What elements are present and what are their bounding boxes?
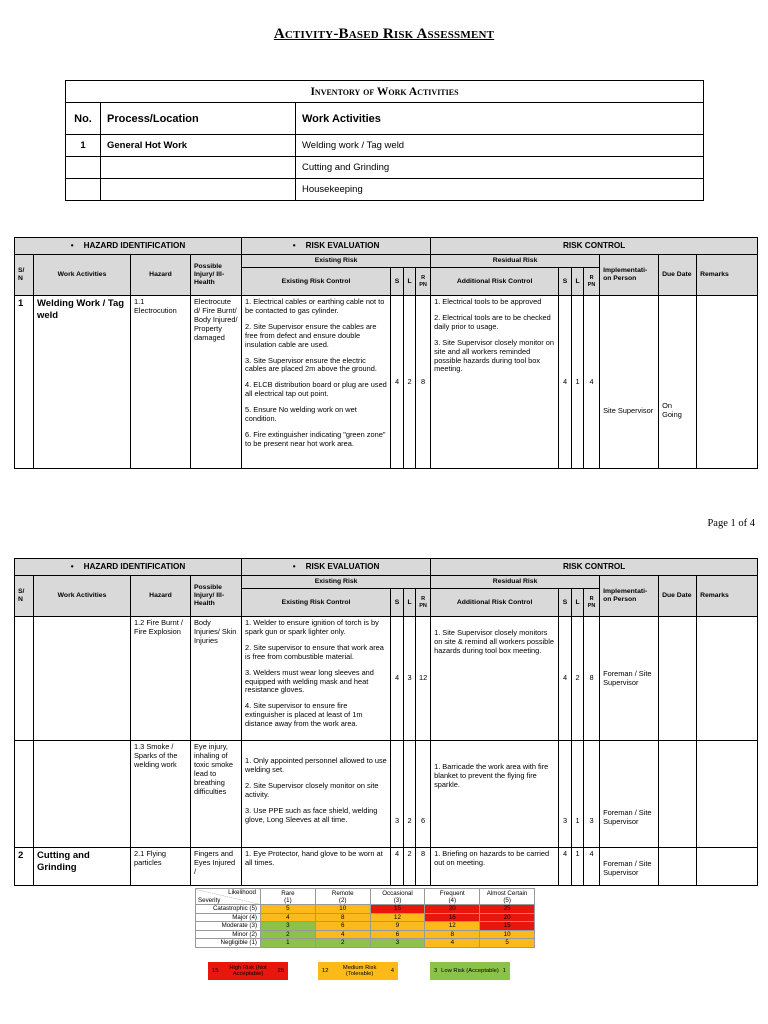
- control-item: 6. Fire extinguisher indicating "green zone" to be present near hot work area.: [245, 429, 386, 448]
- due-date-cell: On Going: [659, 296, 697, 469]
- document-title: Activity-Based Risk Assessment: [273, 26, 495, 42]
- page-number: Page 1 of 4: [707, 518, 755, 529]
- hazard-identification-header: • HAZARD IDENTIFICATION: [15, 238, 242, 255]
- severity-level: Minor (2): [196, 930, 261, 939]
- injury-header: Possible Injury/ Ill-Health: [191, 255, 242, 296]
- hazard-header: Hazard: [131, 576, 191, 617]
- remarks-cell: [697, 617, 758, 741]
- existing-control-cell: [242, 741, 391, 848]
- legend-low-risk: [430, 962, 510, 980]
- matrix-row: [196, 930, 535, 939]
- residual-s-cell: 4: [559, 296, 572, 469]
- matrix-cell: 10: [480, 930, 535, 939]
- control-item: 4. ELCB distribution board or plug are used all electrical tap out point.: [245, 380, 387, 399]
- risk-table-page2: [14, 558, 758, 886]
- matrix-cell: 4: [315, 930, 370, 939]
- existing-control-cell: 1. Eye Protector, hand glove to be worn at all times.: [242, 848, 391, 886]
- l-cell: 2: [404, 848, 416, 886]
- person-header: Implementati-on Person: [600, 576, 659, 617]
- likelihood-value: (4): [448, 896, 457, 904]
- matrix-cell: 4: [425, 939, 480, 948]
- additional-control-cell: 1. Briefing on hazards to be carried out on meeting.: [431, 848, 559, 886]
- legend-right-value: 1: [502, 967, 506, 974]
- matrix-cell: 6: [370, 930, 425, 939]
- matrix-cell: 10: [315, 905, 370, 914]
- additional-control-cell: [431, 617, 559, 741]
- rpn-cell: 8: [416, 296, 431, 469]
- likelihood-header: [315, 889, 370, 905]
- work-activities-header: Work Activities: [34, 576, 131, 617]
- additional-control-header: Additional Risk Control: [431, 589, 559, 617]
- injury-cell: Body Injuries/ Skin Injuries: [191, 617, 242, 741]
- severity-level: Major (4): [196, 913, 261, 922]
- remarks-cell: [697, 741, 758, 848]
- residual-risk-header: Residual Risk: [431, 255, 600, 268]
- cell: General Hot Work: [101, 135, 296, 157]
- additional-control-cell: [431, 741, 559, 848]
- cell: 1: [66, 135, 101, 157]
- matrix-cell: 2: [315, 939, 370, 948]
- residual-s-cell: 4: [559, 617, 572, 741]
- table-row: [66, 157, 704, 179]
- hazard-cell: 1.1 Electrocution: [131, 296, 191, 469]
- due-date-header: Due Date: [659, 576, 697, 617]
- control-item: 4. Site supervisor to ensure fire extinguisher is placed at least of 1m distance away from the work area.: [245, 701, 363, 729]
- sn-cell: 1: [15, 296, 34, 469]
- table-row: [66, 135, 704, 157]
- likelihood-value: (5): [503, 896, 511, 904]
- likelihood-name: Remote: [331, 889, 354, 897]
- l-header: L: [404, 589, 416, 617]
- sn-header: S/ N: [15, 576, 34, 617]
- matrix-cell: 3: [261, 922, 316, 931]
- s-cell: 4: [391, 296, 404, 469]
- s-header: S: [559, 268, 572, 296]
- matrix-cell: 12: [370, 913, 425, 922]
- hazard-cell: 1.3 Smoke / Sparks of the welding work: [131, 741, 191, 848]
- legend-left-value: 12: [322, 967, 329, 974]
- matrix-cell: 2: [261, 930, 316, 939]
- table-row: [15, 617, 758, 741]
- rpn-header: R PN: [416, 268, 431, 296]
- matrix-cell: 3: [370, 939, 425, 948]
- risk-table-page1: [14, 237, 758, 469]
- legend-left-value: 3: [434, 967, 438, 974]
- l-cell: 2: [404, 296, 416, 469]
- rpn-header: R PN: [584, 589, 600, 617]
- remarks-cell: [697, 848, 758, 886]
- residual-s-cell: 3: [559, 741, 572, 848]
- matrix-cell: 12: [425, 922, 480, 931]
- likelihood-header: [425, 889, 480, 905]
- sn-cell: [15, 617, 34, 741]
- rpn-cell: 6: [416, 741, 431, 848]
- cell: Housekeeping: [296, 179, 704, 201]
- existing-control-cell: [242, 617, 391, 741]
- likelihood-name: Frequent: [439, 889, 465, 897]
- hazard-cell: 2.1 Flying particles: [131, 848, 191, 886]
- l-header: L: [404, 268, 416, 296]
- control-item: 2. Site Supervisor closely monitor on site activity.: [245, 780, 379, 799]
- injury-cell: Fingers and Eyes Injured /: [191, 848, 242, 886]
- matrix-cell: 1: [261, 939, 316, 948]
- remarks-header: Remarks: [697, 255, 758, 296]
- legend-label: High Risk (Not Acceptable): [229, 964, 267, 977]
- control-item: 2. Electrical tools are to be checked daily prior to usage.: [434, 313, 551, 331]
- residual-rpn-cell: 4: [584, 848, 600, 886]
- work-activities-header: Work Activities: [34, 255, 131, 296]
- control-item: 2. Site Supervisor ensure the cables are free from defect and ensure double insulation cable are used.: [245, 321, 377, 349]
- risk-control-header: RISK CONTROL: [431, 559, 758, 576]
- likelihood-label: Likelihood: [228, 889, 256, 897]
- residual-l-cell: 1: [572, 848, 584, 886]
- matrix-cell: 20: [425, 905, 480, 914]
- control-item: 1. Site Supervisor closely monitors on site & remind all workers possible hazards during tool box meeting.: [434, 628, 555, 655]
- due-date-header: Due Date: [659, 255, 697, 296]
- rpn-cell: 12: [416, 617, 431, 741]
- col-no: No.: [66, 103, 101, 135]
- person-header: Implementati-on Person: [600, 255, 659, 296]
- additional-control-header: Additional Risk Control: [431, 268, 559, 296]
- activity-cell: [34, 617, 131, 741]
- legend-right-value: 4: [390, 967, 394, 974]
- due-date-cell: [659, 848, 697, 886]
- severity-level: Catastrophic (5): [196, 905, 261, 914]
- residual-l-cell: 2: [572, 617, 584, 741]
- matrix-row: [196, 913, 535, 922]
- cell: [66, 179, 101, 201]
- l-header: L: [572, 589, 584, 617]
- s-header: S: [559, 589, 572, 617]
- risk-evaluation-header: • RISK EVALUATION: [242, 238, 431, 255]
- residual-risk-header: Residual Risk: [431, 576, 600, 589]
- risk-matrix: [195, 888, 535, 948]
- matrix-cell: 8: [425, 930, 480, 939]
- table-row: [66, 179, 704, 201]
- l-header: L: [572, 268, 584, 296]
- sn-cell: 2: [15, 848, 34, 886]
- existing-control-cell: [242, 296, 391, 469]
- due-date-cell: [659, 741, 697, 848]
- severity-level: Negligible (1): [196, 939, 261, 948]
- cell: Cutting and Grinding: [296, 157, 704, 179]
- table-row: [15, 741, 758, 848]
- residual-rpn-cell: 4: [584, 296, 600, 469]
- due-date-cell: [659, 617, 697, 741]
- likelihood-name: Rare: [281, 889, 295, 897]
- rpn-header: R PN: [416, 589, 431, 617]
- matrix-cell: 15: [480, 922, 535, 931]
- existing-risk-header: Existing Risk: [242, 576, 431, 589]
- likelihood-name: Occasional: [382, 889, 413, 897]
- cell: [101, 157, 296, 179]
- rpn-header: R PN: [584, 268, 600, 296]
- col-activities: Work Activities: [296, 103, 704, 135]
- residual-l-cell: 1: [572, 741, 584, 848]
- legend-high-risk: [208, 962, 288, 980]
- matrix-cell: 8: [315, 913, 370, 922]
- col-process: Process/Location: [101, 103, 296, 135]
- residual-s-cell: 4: [559, 848, 572, 886]
- legend-label: Medium Risk (Tolerable): [342, 964, 377, 977]
- injury-header: Possible Injury/ Ill-Health: [191, 576, 242, 617]
- likelihood-value: (2): [338, 896, 347, 904]
- cell: [101, 179, 296, 201]
- matrix-row: [196, 939, 535, 948]
- likelihood-value: (1): [284, 896, 292, 904]
- s-cell: 3: [391, 741, 404, 848]
- legend-medium-risk: [318, 962, 398, 980]
- matrix-cell: 9: [370, 922, 425, 931]
- sn-header: S/ N: [15, 255, 34, 296]
- severity-level: Moderate (3): [196, 922, 261, 931]
- risk-evaluation-header: • RISK EVALUATION: [242, 559, 431, 576]
- likelihood-header: [261, 889, 316, 905]
- matrix-row: [196, 922, 535, 931]
- control-item: 2. Site supervisor to ensure that work area is free from combustible material.: [245, 642, 384, 661]
- residual-l-cell: 1: [572, 296, 584, 469]
- l-cell: 3: [404, 617, 416, 741]
- injury-cell: Eye injury, inhaling of toxic smoke lead to breathing difficulties: [191, 741, 242, 848]
- matrix-cell: 5: [480, 939, 535, 948]
- person-cell: Site Supervisor: [600, 296, 659, 469]
- residual-rpn-cell: 3: [584, 741, 600, 848]
- matrix-corner: [196, 889, 261, 905]
- legend-label: Low Risk (Acceptable): [441, 967, 499, 974]
- matrix-cell: 6: [315, 922, 370, 931]
- table-row: [15, 296, 758, 469]
- matrix-cell: 20: [480, 913, 535, 922]
- residual-rpn-cell: 8: [584, 617, 600, 741]
- s-header: S: [391, 268, 404, 296]
- existing-control-header: Existing Risk Control: [242, 589, 391, 617]
- control-item: 3. Use PPE such as face shield, welding glove, Long Sleeves at all time.: [245, 805, 378, 824]
- hazard-cell: 1.2 Fire Burnt / Fire Explosion: [131, 617, 191, 741]
- severity-label: Severity: [198, 896, 221, 904]
- remarks-header: Remarks: [697, 576, 758, 617]
- matrix-cell: 15: [370, 905, 425, 914]
- existing-control-header: Existing Risk Control: [242, 268, 391, 296]
- activity-cell: [34, 741, 131, 848]
- activity-cell: Cutting and Grinding: [34, 848, 131, 886]
- inventory-heading: Inventory of Work Activities: [66, 81, 704, 103]
- person-cell: Foreman / Site Supervisor: [600, 741, 659, 848]
- person-cell: Foreman / Site Supervisor: [600, 848, 659, 886]
- risk-control-header: RISK CONTROL: [431, 238, 758, 255]
- matrix-cell: 25: [480, 905, 535, 914]
- control-item: 3. Welders must wear long sleeves and equipped with welding mask and heat resistance gloves.: [245, 667, 374, 695]
- cell: Welding work / Tag weld: [296, 135, 704, 157]
- hazard-header: Hazard: [131, 255, 191, 296]
- control-item: 3. Site Supervisor ensure the electric cables are placed 2m above the ground.: [245, 355, 377, 374]
- control-item: 3. Site Supervisor closely monitor on site and all workers reminded possible hazards during tool box meeting.: [434, 337, 555, 374]
- hazard-identification-header: • HAZARD IDENTIFICATION: [15, 559, 242, 576]
- legend-left-value: 15: [212, 967, 219, 974]
- matrix-cell: 16: [425, 913, 480, 922]
- control-item: 1. Electrical cables or earthing cable not to be contacted to gas cylinder.: [245, 297, 385, 316]
- legend-right-value: 25: [277, 967, 284, 974]
- person-cell: Foreman / Site Supervisor: [600, 617, 659, 741]
- matrix-cell: 5: [261, 905, 316, 914]
- control-item: 1. Welder to ensure ignition of torch is by spark gun or spark lighter only.: [245, 618, 379, 637]
- matrix-row: [196, 905, 535, 914]
- control-item: 1. Barricade the work area with fire blanket to prevent the flying fire sparkle.: [434, 762, 549, 789]
- s-cell: 4: [391, 848, 404, 886]
- likelihood-header: [480, 889, 535, 905]
- likelihood-header: [370, 889, 425, 905]
- table-row: [15, 848, 758, 886]
- control-item: 5. Ensure No welding work on wet condition.: [245, 405, 357, 423]
- l-cell: 2: [404, 741, 416, 848]
- control-item: 1. Electrical tools to be approved: [434, 297, 542, 307]
- inventory-table: [65, 80, 704, 201]
- additional-control-cell: [431, 296, 559, 469]
- s-header: S: [391, 589, 404, 617]
- likelihood-value: (3): [393, 896, 402, 904]
- rpn-cell: 8: [416, 848, 431, 886]
- activity-cell: Welding Work / Tag weld: [34, 296, 131, 469]
- injury-cell: Electrocute d/ Fire Burnt/ Body Injured/ Property damaged: [191, 296, 242, 469]
- remarks-cell: [697, 296, 758, 469]
- s-cell: 4: [391, 617, 404, 741]
- likelihood-name: Almost Certain: [486, 889, 528, 897]
- cell: [66, 157, 101, 179]
- existing-risk-header: Existing Risk: [242, 255, 431, 268]
- control-item: 1. Only appointed personnel allowed to use welding set.: [245, 756, 387, 775]
- sn-cell: [15, 741, 34, 848]
- matrix-cell: 4: [261, 913, 316, 922]
